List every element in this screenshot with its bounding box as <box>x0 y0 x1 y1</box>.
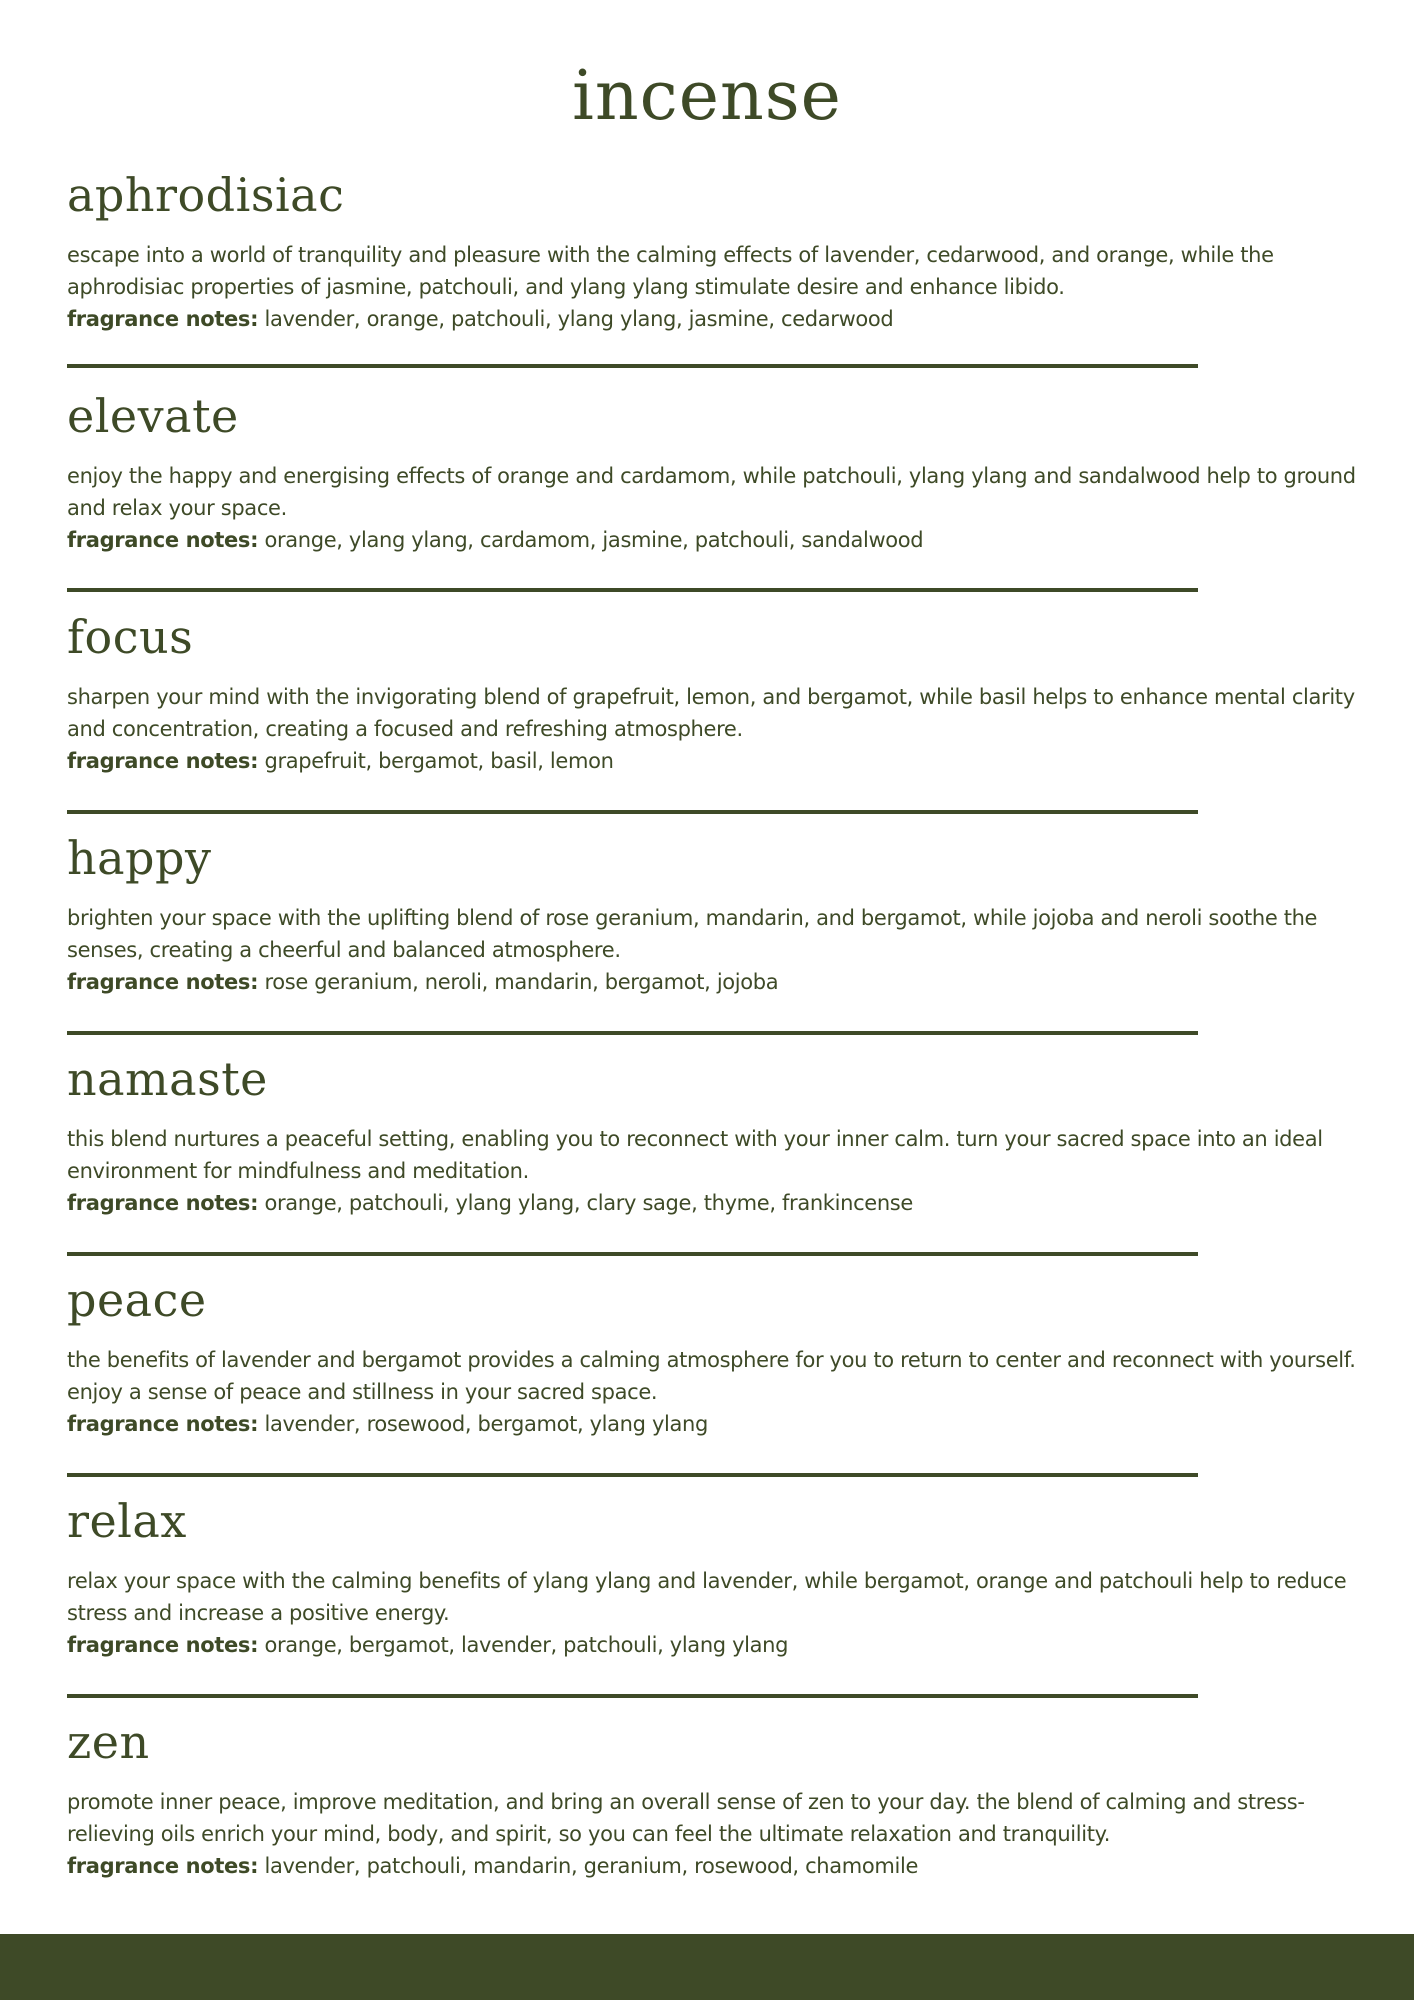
section-peace <box>67 1270 1367 1440</box>
fragrance-notes-label: fragrance notes: <box>67 528 259 552</box>
section-divider <box>67 810 1198 814</box>
section-heading: peace <box>67 1273 207 1327</box>
fragrance-notes-label: fragrance notes: <box>67 1854 259 1878</box>
section-divider <box>67 1473 1198 1477</box>
fragrance-notes <box>67 966 1367 998</box>
fragrance-notes-label: fragrance notes: <box>67 1191 259 1215</box>
fragrance-notes-label: fragrance notes: <box>67 1412 259 1436</box>
section-heading: focus <box>67 610 194 664</box>
fragrance-notes <box>67 745 1367 777</box>
section-description: this blend nurtures a peaceful setting, enabling you to reconnect with your inner calm. turn your sacred space into an ideal environment for mindfulness and meditation. <box>67 1127 1323 1183</box>
section-heading: relax <box>67 1494 187 1548</box>
fragrance-notes-label: fragrance notes: <box>67 307 259 331</box>
section-divider <box>67 1252 1198 1256</box>
section-description: relax your space with the calming benefits of ylang ylang and lavender, while bergamot, orange and patchouli help to reduce stress and increase a positive energy. <box>67 1569 1347 1625</box>
page-title: incense <box>572 57 842 136</box>
section-divider <box>67 588 1198 592</box>
fragrance-notes <box>67 524 1367 556</box>
fragrance-notes-value: grapefruit, bergamot, basil, lemon <box>264 749 614 773</box>
fragrance-notes <box>67 1408 1367 1440</box>
section-elevate <box>67 386 1367 556</box>
section-heading: happy <box>67 831 212 885</box>
fragrance-notes-value: lavender, patchouli, mandarin, geranium, rosewood, chamomile <box>264 1854 919 1878</box>
section-heading: zen <box>67 1715 150 1769</box>
fragrance-notes-label: fragrance notes: <box>67 1633 259 1657</box>
fragrance-notes <box>67 1187 1367 1219</box>
section-description: promote inner peace, improve meditation, and bring an overall sense of zen to your day. the blend of calming and stress-relieving oils enrich your mind, body, and spirit, so you can feel the ultimate relaxation and tranquility. <box>67 1790 1305 1846</box>
section-aphrodisiac <box>67 165 1367 335</box>
fragrance-notes-value: orange, ylang ylang, cardamom, jasmine, patchouli, sandalwood <box>264 528 924 552</box>
section-happy <box>67 828 1367 998</box>
section-heading: namaste <box>67 1052 268 1106</box>
section-divider <box>67 364 1198 368</box>
fragrance-notes <box>67 1850 1367 1882</box>
section-heading: elevate <box>67 389 239 443</box>
fragrance-notes-value: lavender, orange, patchouli, ylang ylang, jasmine, cedarwood <box>264 307 894 331</box>
footer-band <box>0 1934 1414 2000</box>
fragrance-notes-label: fragrance notes: <box>67 749 259 773</box>
section-divider <box>67 1694 1198 1698</box>
section-namaste <box>67 1049 1367 1219</box>
section-description: enjoy the happy and energising effects of orange and cardamom, while patchouli, ylang ylang and sandalwood help to ground and relax your space. <box>67 464 1356 520</box>
fragrance-notes <box>67 1629 1367 1661</box>
section-focus <box>67 607 1367 777</box>
section-relax <box>67 1491 1367 1661</box>
section-zen <box>67 1712 1367 1882</box>
fragrance-notes-value: orange, bergamot, lavender, patchouli, ylang ylang <box>264 1633 789 1657</box>
section-divider <box>67 1031 1198 1035</box>
fragrance-notes <box>67 303 1367 335</box>
fragrance-notes-label: fragrance notes: <box>67 970 259 994</box>
section-description: escape into a world of tranquility and pleasure with the calming effects of lavender, cedarwood, and orange, while the aphrodisiac properties of jasmine, patchouli, and ylang ylang stimulate desire and enhance libido. <box>67 243 1274 299</box>
section-description: sharpen your mind with the invigorating blend of grapefruit, lemon, and bergamot, while basil helps to enhance mental clarity and concentration, creating a focused and refreshing atmosphere. <box>67 685 1355 741</box>
fragrance-notes-value: rose geranium, neroli, mandarin, bergamot, jojoba <box>264 970 779 994</box>
section-description: the benefits of lavender and bergamot provides a calming atmosphere for you to return to center and reconnect with yourself. enjoy a sense of peace and stillness in your sacred space. <box>67 1348 1356 1404</box>
section-description: brighten your space with the uplifting blend of rose geranium, mandarin, and bergamot, while jojoba and neroli soothe the senses, creating a cheerful and balanced atmosphere. <box>67 906 1318 962</box>
fragrance-notes-value: lavender, rosewood, bergamot, ylang ylang <box>264 1412 708 1436</box>
section-heading: aphrodisiac <box>67 168 345 222</box>
fragrance-notes-value: orange, patchouli, ylang ylang, clary sage, thyme, frankincense <box>264 1191 913 1215</box>
